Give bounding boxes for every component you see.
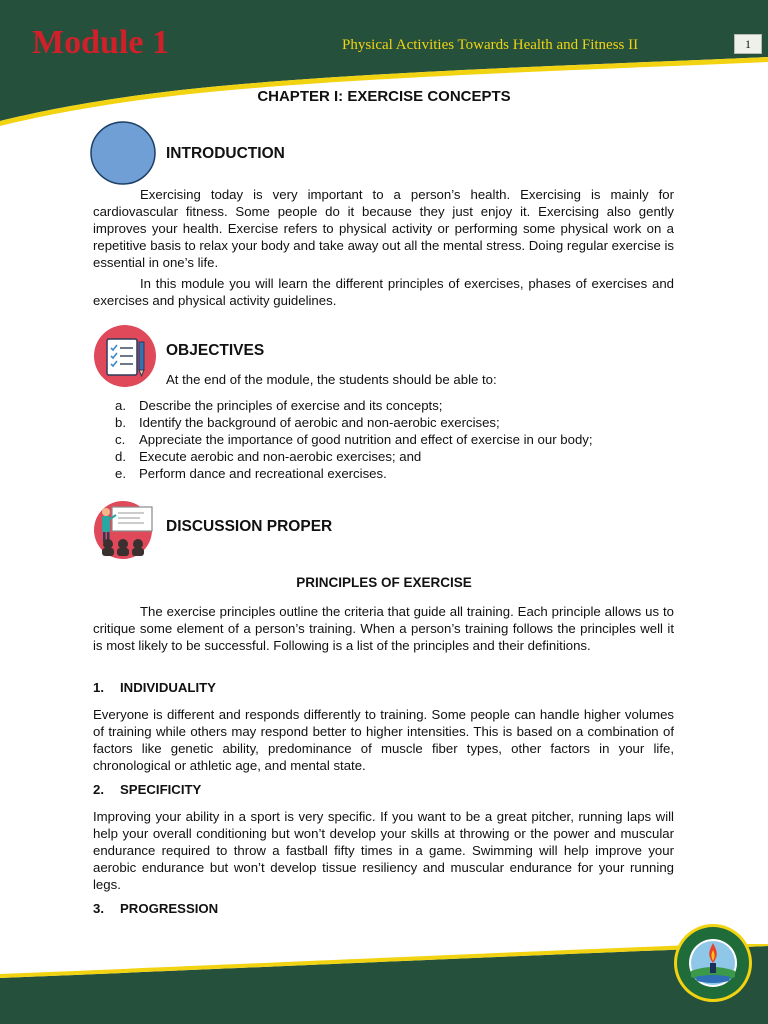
list-item — [93, 397, 593, 414]
principle-heading-individuality — [93, 680, 216, 695]
list-text: Execute aerobic and non-aerobic exercises; and — [139, 449, 422, 464]
list-text: Describe the principles of exercise and its concepts; — [139, 398, 443, 413]
principle-number: 3. — [93, 901, 104, 916]
list-item — [93, 448, 593, 465]
list-letter: d. — [115, 449, 126, 464]
introduction-heading: INTRODUCTION — [166, 145, 285, 162]
objectives-list — [93, 397, 593, 482]
principle-number: 2. — [93, 782, 104, 797]
objectives-heading: OBJECTIVES — [166, 342, 265, 359]
discussion-heading: DISCUSSION PROPER — [166, 518, 333, 535]
list-letter: c. — [115, 432, 126, 447]
presentation-icon — [94, 500, 156, 560]
list-item — [93, 431, 593, 448]
introduction-paragraph-2: In this module you will learn the different principles of exercises, phases of exercises and exercises and physical activity guidelines. — [93, 276, 674, 308]
principle-text-specificity: Improving your ability in a sport is very specific. If you want to be a great pitcher, running laps will help your overall conditioning but won’t develop your skills at throwing or the power and muscular endurance required to throw a fastball fifty times in a game. Swimming will help improve your aerobic endurance but won’t develop tissue resiliency and muscular endurance for your running legs. — [93, 809, 674, 892]
list-letter: a. — [115, 398, 126, 413]
introduction-paragraph-1: Exercising today is very important to a person’s health. Exercising is mainly for cardiovascular fitness. Some people do it because they just enjoy it. Exercising also gently improves your health. Exercise refers to physical activity or performing some physical work on a repetitive basis to relax your body and take away out all the mental stress. Doing regular exercise is essential in one’s life. — [93, 187, 674, 270]
page-number: 1 — [734, 34, 762, 54]
module-label: Module 1 — [32, 24, 169, 61]
principle-text-individuality: Everyone is different and responds differently to training. Some people can handle higher volumes of training while others may respond better to higher intensities. This is based on a combination of factors like genetic ability, predominance of muscle fiber types, other factors in your life, chronological or athletic age, and mental state. — [93, 707, 674, 773]
university-seal-logo — [673, 923, 753, 1003]
principle-heading-specificity — [93, 782, 201, 797]
principle-title: INDIVIDUALITY — [120, 680, 216, 695]
header-band — [0, 0, 768, 140]
list-text: Perform dance and recreational exercises. — [139, 466, 387, 481]
list-item — [93, 465, 593, 482]
principles-intro: The exercise principles outline the criteria that guide all training. Each principle allows us to critique some element of a person’s training. When a person’s training follows the principles well it is most likely to be successful. Following is a list of the principles and their definitions. — [93, 604, 674, 653]
list-text: Identify the background of aerobic and non-aerobic exercises; — [139, 415, 500, 430]
chapter-title: CHAPTER I: EXERCISE CONCEPTS — [257, 88, 511, 105]
list-letter: b. — [115, 415, 126, 430]
principle-title: PROGRESSION — [120, 901, 219, 916]
introduction-circle-icon — [88, 120, 158, 186]
checklist-icon — [93, 324, 157, 388]
principle-title: SPECIFICITY — [120, 782, 202, 797]
principle-number: 1. — [93, 680, 104, 695]
objectives-intro: At the end of the module, the students should be able to: — [166, 372, 497, 387]
list-text: Appreciate the importance of good nutrition and effect of exercise in our body; — [139, 432, 593, 447]
course-title: Physical Activities Towards Health and Fitness II — [342, 37, 639, 53]
principle-heading-progression — [93, 901, 218, 916]
list-item — [93, 414, 593, 431]
principles-title: PRINCIPLES OF EXERCISE — [296, 575, 472, 590]
list-letter: e. — [115, 466, 126, 481]
footer-band — [0, 944, 768, 1024]
